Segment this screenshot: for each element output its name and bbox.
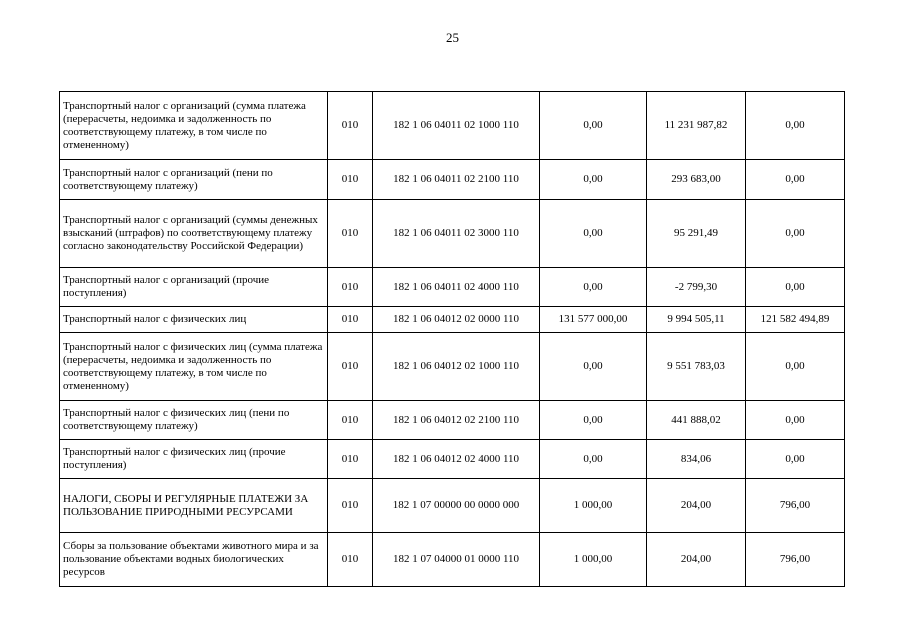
table-row (60, 440, 845, 479)
row-name: Транспортный налог с организаций (сумма платежа (перерасчеты, недоимка и задолженность по соответствующему платежу, в том числе по отмененному) (60, 92, 328, 160)
row-remaining: 0,00 (746, 200, 845, 268)
row-kbk: 182 1 06 04012 02 4000 110 (373, 440, 540, 479)
budget-table (59, 91, 845, 587)
table-row (60, 268, 845, 307)
row-executed: 204,00 (647, 533, 746, 587)
row-remaining: 0,00 (746, 92, 845, 160)
row-code: 010 (328, 92, 373, 160)
row-kbk: 182 1 06 04011 02 3000 110 (373, 200, 540, 268)
row-code: 010 (328, 440, 373, 479)
row-executed: 9 551 783,03 (647, 333, 746, 401)
row-code: 010 (328, 307, 373, 333)
row-executed: 11 231 987,82 (647, 92, 746, 160)
row-executed: 441 888,02 (647, 401, 746, 440)
row-name: Транспортный налог с физических лиц (пени по соответствующему платежу) (60, 401, 328, 440)
row-kbk: 182 1 06 04012 02 2100 110 (373, 401, 540, 440)
row-code: 010 (328, 200, 373, 268)
row-kbk: 182 1 06 04011 02 2100 110 (373, 160, 540, 200)
row-name: Транспортный налог с организаций (прочие поступления) (60, 268, 328, 307)
row-planned: 0,00 (540, 160, 647, 200)
row-remaining: 796,00 (746, 479, 845, 533)
row-code: 010 (328, 401, 373, 440)
row-name: Транспортный налог с физических лиц (прочие поступления) (60, 440, 328, 479)
row-planned: 0,00 (540, 92, 647, 160)
row-name: Транспортный налог с организаций (суммы денежных взысканий (штрафов) по соответствующему платежу согласно законодательству Российской Федерации) (60, 200, 328, 268)
row-code: 010 (328, 160, 373, 200)
row-name: Транспортный налог с физических лиц (60, 307, 328, 333)
row-remaining: 0,00 (746, 333, 845, 401)
row-planned: 0,00 (540, 200, 647, 268)
row-planned: 0,00 (540, 268, 647, 307)
row-code: 010 (328, 333, 373, 401)
row-name: НАЛОГИ, СБОРЫ И РЕГУЛЯРНЫЕ ПЛАТЕЖИ ЗА ПОЛЬЗОВАНИЕ ПРИРОДНЫМИ РЕСУРСАМИ (60, 479, 328, 533)
row-remaining: 0,00 (746, 268, 845, 307)
row-kbk: 182 1 07 00000 00 0000 000 (373, 479, 540, 533)
row-planned: 1 000,00 (540, 479, 647, 533)
table-row (60, 307, 845, 333)
table-row (60, 479, 845, 533)
row-executed: 293 683,00 (647, 160, 746, 200)
table-row (60, 92, 845, 160)
row-planned: 0,00 (540, 440, 647, 479)
row-executed: 204,00 (647, 479, 746, 533)
row-planned: 0,00 (540, 333, 647, 401)
row-planned: 131 577 000,00 (540, 307, 647, 333)
row-kbk: 182 1 06 04011 02 4000 110 (373, 268, 540, 307)
row-executed: 9 994 505,11 (647, 307, 746, 333)
row-remaining: 121 582 494,89 (746, 307, 845, 333)
row-kbk: 182 1 07 04000 01 0000 110 (373, 533, 540, 587)
page-number: 25 (446, 30, 459, 45)
table-row (60, 200, 845, 268)
row-name: Транспортный налог с физических лиц (сумма платежа (перерасчеты, недоимка и задолженность по соответствующему платежу, в том числе по отмененному) (60, 333, 328, 401)
row-executed: -2 799,30 (647, 268, 746, 307)
row-planned: 1 000,00 (540, 533, 647, 587)
row-kbk: 182 1 06 04012 02 1000 110 (373, 333, 540, 401)
row-remaining: 0,00 (746, 401, 845, 440)
row-kbk: 182 1 06 04012 02 0000 110 (373, 307, 540, 333)
row-executed: 834,06 (647, 440, 746, 479)
row-planned: 0,00 (540, 401, 647, 440)
row-remaining: 0,00 (746, 440, 845, 479)
row-code: 010 (328, 479, 373, 533)
row-remaining: 0,00 (746, 160, 845, 200)
row-code: 010 (328, 533, 373, 587)
row-name: Транспортный налог с организаций (пени по соответствующему платежу) (60, 160, 328, 200)
row-kbk: 182 1 06 04011 02 1000 110 (373, 92, 540, 160)
table-row (60, 160, 845, 200)
row-executed: 95 291,49 (647, 200, 746, 268)
row-code: 010 (328, 268, 373, 307)
table-row (60, 401, 845, 440)
table-row (60, 333, 845, 401)
row-name: Сборы за пользование объектами животного мира и за пользование объектами водных биологических ресурсов (60, 533, 328, 587)
table-row (60, 533, 845, 587)
row-remaining: 796,00 (746, 533, 845, 587)
